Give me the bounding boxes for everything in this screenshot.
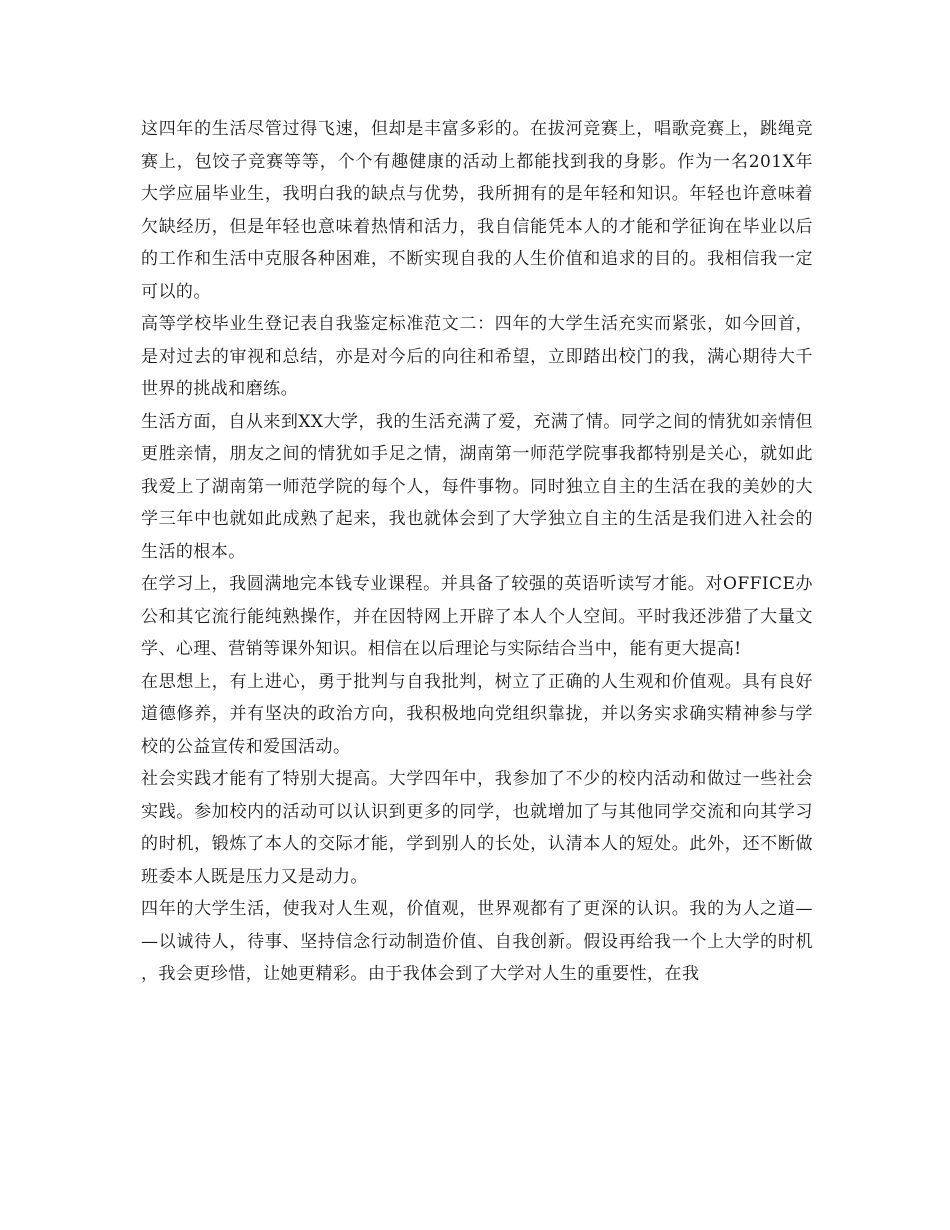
- document-page: [141, 113, 813, 991]
- paragraph-1: 这四年的生活尽管过得飞速，但却是丰富多彩的。在拔河竞赛上，唱歌竞赛上，跳绳竞赛上，包饺子竞赛等等，个个有趣健康的活动上都能找到我的身影。作为一名201X年大学应届毕业生，我明白我的缺点与优势，我所拥有的是年轻和知识。年轻也许意味着欠缺经历，但是年轻也意味着热情和活力，我自信能凭本人的才能和学征询在毕业以后的工作和生活中克服各种困难，不断实现自我的人生价值和追求的目的。我相信我一定可以的。: [141, 119, 813, 302]
- paragraph-5: 在思想上，有上进心，勇于批判与自我批判，树立了正确的人生观和价值观。具有良好道德修养，并有坚决的政治方向，我积极地向党组织靠拢，并以务实求确实精神参与学校的公益宣传和爱国活动。: [141, 671, 813, 757]
- paragraph-3: 生活方面，自从来到XX大学，我的生活充满了爱，充满了情。同学之间的情犹如亲情但更胜亲情，朋友之间的情犹如手足之情，湖南第一师范学院事我都特别是关心，就如此我爱上了湖南第一师范学院的每个人，每件事物。同时独立自主的生活在我的美妙的大学三年中也就如此成熟了起来，我也就体会到了大学独立自主的生活是我们进入社会的生活的根本。: [141, 411, 813, 562]
- paragraph-7: 四年的大学生活，使我对人生观，价值观，世界观都有了更深的认识。我的为人之道——以诚待人，待事、坚持信念行动制造价值、自我创新。假设再给我一个上大学的时机，我会更珍惜，让她更精彩。由于我体会到了大学对人生的重要性，在我: [141, 899, 813, 984]
- paragraph-6: 社会实践才能有了特别大提高。大学四年中，我参加了不少的校内活动和做过一些社会实践。参加校内的活动可以认识到更多的同学，也就增加了与其他同学交流和向其学习的时机，锻炼了本人的交际才能，学到别人的长处，认清本人的短处。此外，还不断做班委本人既是压力又是动力。: [141, 769, 813, 887]
- paragraph-4: 在学习上，我圆满地完本钱专业课程。并具备了较强的英语听读写才能。对OFFICE办公和其它流行能纯熟操作，并在因特网上开辟了本人个人空间。平时我还涉猎了大量文学、心理、营销等课外知识。相信在以后理论与实际结合当中，能有更大提高!: [141, 574, 813, 659]
- paragraph-2: 高等学校毕业生登记表自我鉴定标准范文二：四年的大学生活充实而紧张，如今回首，是对过去的审视和总结，亦是对今后的向往和希望，立即踏出校门的我，满心期待大千世界的挑战和磨练。: [141, 314, 813, 399]
